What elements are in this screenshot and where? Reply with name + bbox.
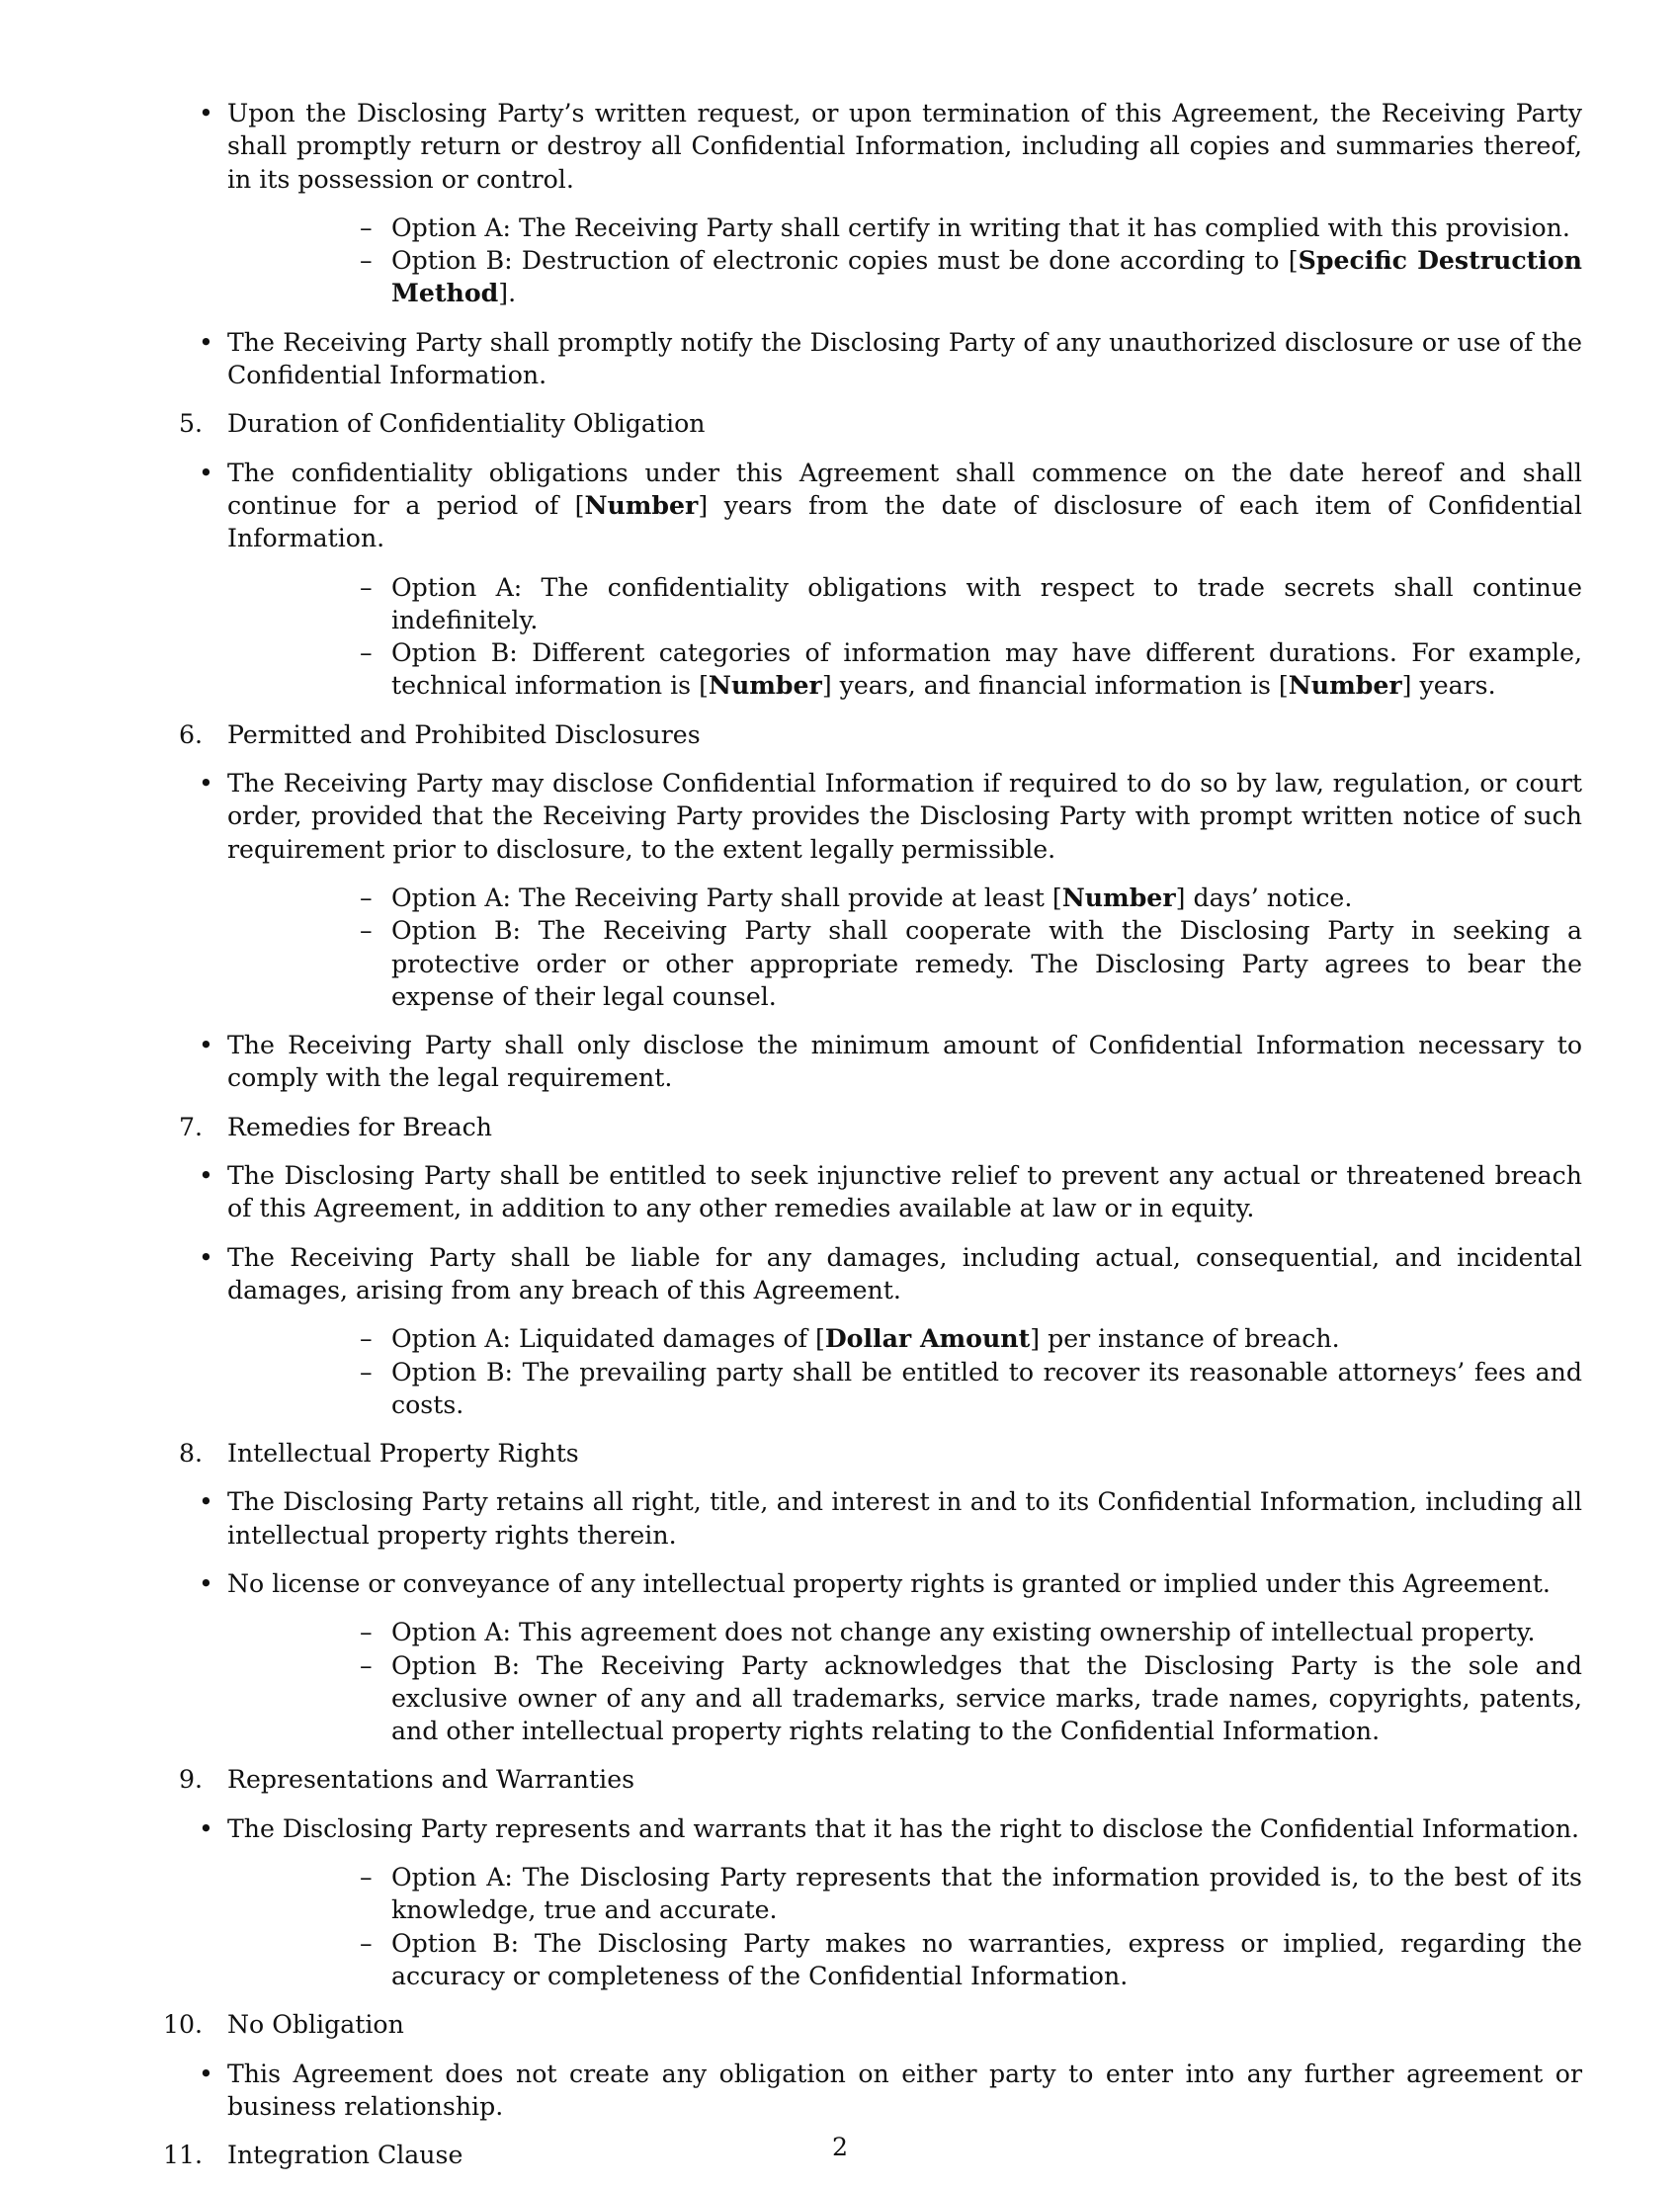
dash-icon: – [360, 1324, 373, 1354]
dash-icon: – [360, 1357, 373, 1387]
bullet-icon: • [199, 99, 213, 127]
document-body [114, 97, 1582, 2187]
option-item: – Option B: The Receiving Party shall cooperate with the Disclosing Party in seeking a protective order or other appropriate remedy. The Disclosing Party agrees to bear the expense of their legal counsel. [360, 916, 1582, 1011]
option-list [227, 211, 1582, 310]
list-item: • No license or conveyance of any intellectual property rights is granted or implied under this Agreement. – Option A: This agreement does not change any existing ownership of intellectual property. – Option B: The Receiving Party acknowledges that the Disclosing Party is the sole and exclusive owner of any and all trademarks, service marks, trade names, copyrights, patents, and other intellectual property rights relating to the Confidential Information. [114, 1567, 1582, 1747]
section-number: 7. [178, 1112, 203, 1141]
section-number: 8. [178, 1439, 203, 1469]
option-item: – Option B: The prevailing party shall be entitled to recover its reasonable attorneys’ fees and costs. [360, 1357, 1582, 1419]
paragraph: Upon the Disclosing Party’s written request, or upon termination of this Agreement, the Receiving Party shall promptly return or destroy all Confidential Information, including all copies and summaries thereof, in its possession or control. [227, 99, 1582, 194]
section-title: Permitted and Prohibited Disclosures [227, 719, 701, 749]
section-title: Intellectual Property Rights [227, 1439, 579, 1469]
section-title: Integration Clause [227, 2141, 463, 2170]
dash-icon: – [360, 572, 373, 602]
option-item: – Option B: The Disclosing Party makes no warranties, express or implied, regarding the accuracy or completeness of the Confidential Information. [360, 1928, 1582, 1990]
option-list [227, 571, 1582, 703]
list-item: • The Disclosing Party represents and warrants that it has the right to disclose the Confidential Information. – Option A: The Disclosing Party represents that the information provided is, to the best of its knowledge, true and accurate. – Option B: The Disclosing Party makes no warranties, express or implied, regarding the accuracy or completeness of the Confidential Information. [114, 1812, 1582, 1992]
option-item: – Option B: Different categories of information may have different durations. For example, technical information is [Number] years, and financial information is [Number] years. [360, 638, 1582, 701]
bullet-icon: • [199, 1242, 213, 1272]
bullet-icon: • [199, 769, 213, 799]
list-item: • The Receiving Party shall be liable for any damages, including actual, consequential, and incidental damages, arising from any breach of this Agreement. – Option A: Liquidated damages of [Dollar Amount] per instance of breach. – Option B: The prevailing party shall be entitled to recover its reasonable attorneys’ fees and costs. [114, 1241, 1582, 1421]
option-list [227, 1616, 1582, 1747]
bullet-icon: • [199, 2059, 213, 2088]
section-number: 10. [162, 2010, 203, 2040]
section-number: 6. [178, 719, 203, 749]
dash-icon: – [360, 883, 373, 912]
section-title: Remedies for Breach [227, 1112, 493, 1141]
dash-icon: – [360, 638, 373, 668]
option-item: – Option B: Destruction of electronic copies must be done according to [Specific Destruction Method]. [360, 245, 1582, 308]
list-item: • The confidentiality obligations under this Agreement shall commence on the date hereof and shall continue for a period of [Number] years from the date of disclosure of each item of Confidential Information. – Option A: The confidentiality obligations with respect to trade secrets shall continue indefinitely. – Option B: Different categories of information may have different durations. For example, technical information is [Number] years, and financial information is [Number] years. [114, 457, 1582, 703]
placeholder-field: Number [708, 670, 822, 701]
option-list [227, 1861, 1582, 1992]
option-list [227, 1322, 1582, 1421]
list-item: • This Agreement does not create any obligation on either party to enter into any further agreement or business relationship. [199, 2059, 1582, 2121]
placeholder-field: Dollar Amount [824, 1323, 1031, 1354]
placeholder-field: Number [584, 489, 699, 520]
option-item: – Option A: The Receiving Party shall certify in writing that it has complied with this provision. [227, 211, 1582, 244]
section-7 [114, 1111, 1582, 1421]
bullet-icon: • [199, 1487, 213, 1517]
option-item: – Option A: The confidentiality obligations with respect to trade secrets shall continue indefinitely. [360, 572, 1582, 634]
option-list [227, 882, 1582, 1013]
bullet-icon: • [199, 1813, 213, 1843]
dash-icon: – [360, 246, 373, 276]
dash-icon: – [360, 916, 373, 946]
placeholder-field: Specific Destruction Method [391, 245, 1582, 308]
placeholder-field: Number [1061, 882, 1176, 912]
section-5 [114, 407, 1582, 702]
page-number: 2 [831, 2133, 849, 2161]
list-item: • The Receiving Party may disclose Confidential Information if required to do so by law, regulation, or court order, provided that the Receiving Party provides the Disclosing Party with prompt written notice of such requirement prior to disclosure, to the extent legally permissible. – Option A: The Receiving Party shall provide at least [Number] days’ notice. – Option B: The Receiving Party shall cooperate with the Disclosing Party in seeking a protective order or other appropriate remedy. The Disclosing Party agrees to bear the expense of their legal counsel. [114, 767, 1582, 1013]
bullet-icon: • [199, 458, 213, 487]
dash-icon: – [360, 1650, 373, 1680]
bullet-icon: • [199, 1161, 213, 1191]
list-item: • The Disclosing Party retains all right, title, and interest in and to its Confidential Information, including all intellectual property rights therein. [199, 1487, 1582, 1550]
section-number: 5. [178, 409, 203, 439]
option-item: – Option A: This agreement does not change any existing ownership of intellectual property. [227, 1616, 1582, 1648]
placeholder-field: Number [1288, 670, 1402, 701]
section-number: 9. [178, 1765, 203, 1795]
list-item: • The Disclosing Party shall be entitled to seek injunctive relief to prevent any actual or threatened breach of this Agreement, in addition to any other remedies available at law or in equity. [199, 1161, 1582, 1223]
dash-icon: – [360, 1863, 373, 1893]
list-item [114, 97, 1582, 310]
bullet-icon: • [199, 327, 213, 357]
section-title: Representations and Warranties [227, 1765, 635, 1795]
section-title: No Obligation [227, 2010, 404, 2040]
dash-icon: – [360, 1928, 373, 1958]
option-item: – Option A: The Receiving Party shall provide at least [Number] days’ notice. [227, 882, 1582, 914]
section-6 [114, 718, 1582, 1095]
section-title: Duration of Confidentiality Obligation [227, 409, 706, 439]
paragraph: The Receiving Party shall promptly notify the Disclosing Party of any unauthorized disclosure or use of the Confidential Information. [227, 327, 1582, 390]
section-10 [114, 2008, 1582, 2123]
section-9 [114, 1763, 1582, 1992]
section-number: 11. [162, 2141, 203, 2170]
bullet-icon: • [199, 1568, 213, 1598]
option-item: – Option A: Liquidated damages of [Dollar Amount] per instance of breach. [227, 1322, 1582, 1355]
list-item [114, 326, 1582, 392]
list-item: • The Receiving Party shall only disclose the minimum amount of Confidential Information necessary to comply with the legal requirement. [199, 1031, 1582, 1093]
option-item: – Option A: The Disclosing Party represents that the information provided is, to the best of its knowledge, true and accurate. [360, 1863, 1582, 1925]
dash-icon: – [360, 1618, 373, 1647]
section-8 [114, 1437, 1582, 1747]
bullet-icon: • [199, 1031, 213, 1060]
dash-icon: – [360, 212, 373, 242]
option-item: – Option B: The Receiving Party acknowledges that the Disclosing Party is the sole and exclusive owner of any and all trademarks, service marks, trade names, copyrights, patents, and other intellectual property rights relating to the Confidential Information. [360, 1650, 1582, 1746]
